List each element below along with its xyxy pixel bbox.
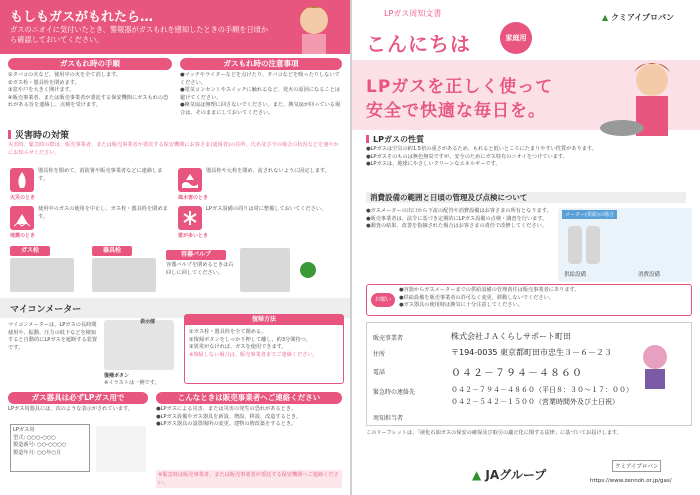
- tool-label-line: 製造番号: ○○-○○○○: [13, 442, 67, 448]
- meter-title: マイコンメーター: [10, 305, 82, 315]
- warning-box: [366, 284, 692, 316]
- nature-item: ●LPガスそのものは無色無臭ですが、安全のためにガス特有のニオイをつけています。: [366, 153, 568, 160]
- fire-icon: [10, 168, 34, 192]
- leak-notes-header: ガスもれ時の注意事項: [180, 58, 342, 70]
- warning-item: ●供給設備を販売事業者の許可なく変更、移動しないでください。: [399, 294, 554, 301]
- gas-cock-photo: [10, 258, 74, 292]
- brand-logo: [602, 12, 674, 23]
- earthquake-text: 使用中のガスの使用を中止し、ガス栓・器具栓を閉めます。: [38, 206, 168, 220]
- valve-note: 容器バルブを閉めるときは右回しに回してください。: [166, 262, 234, 276]
- footer: [352, 456, 700, 495]
- contact-item: ●LPガス設備やガス器具を新設、増設、移設、改造するとき。: [156, 413, 302, 420]
- appliance-cock-photo: [92, 258, 156, 292]
- part-tag: 容器バルブ: [166, 250, 226, 260]
- snow-label: 雷が多いとき: [178, 233, 209, 239]
- address-value: 〒194-0035 東京都町田市忠生３－６－２３: [451, 348, 613, 357]
- leak-step: ④販売事業者、または販売事業者が委託する保安機関にガスもれの恐れがある旨を連絡し、点検を受けます。: [8, 94, 169, 108]
- leak-step: ①タバコの火など、使用中の火を全て消します。: [8, 72, 122, 78]
- restore-steps: [189, 329, 339, 359]
- contact-footer-box: [156, 470, 342, 488]
- contact-list: [156, 406, 342, 429]
- nature-title: LPガスの性質: [366, 134, 424, 145]
- dealer-value: 株式会社ＪＡくらしサポート町田: [451, 332, 571, 341]
- emergency-value-2: ０４２－５４２－１５００（営業時間外及び土日祝）: [451, 398, 619, 406]
- restore-note: ※復帰しない場合は、販売事業者までご連絡ください。: [189, 351, 318, 358]
- doc-subtitle: LPガス周知文書: [384, 9, 442, 18]
- dealer-info-box: [366, 322, 692, 426]
- fire-label: 火災のとき: [10, 195, 36, 201]
- leak-note: ●換気扇は無理に回さないでください。また、換気扇が回っている場合は、そのままにしておいてください。: [180, 102, 341, 116]
- earthquake-icon: [10, 206, 34, 230]
- earthquake-label: 地震のとき: [10, 233, 36, 239]
- contact-footer: ※緊急時は販売事業者、または販売事業者が委託する保安機関へご連絡ください。: [158, 472, 339, 486]
- flood-text: 器具栓や元栓を閉め、流されないように固定します。: [206, 168, 330, 174]
- equip-item: ●調査の結果、改善を指摘された場合はお客さまの責任で改修してください。: [366, 223, 547, 229]
- equip-item: ●ガスメーターの出口から下流の配管や消費設備はお客さまの所有となります。: [366, 208, 552, 214]
- warning-item: ●容器からガスメーターまでの供給設備の管理責任は販売事業者にあります。: [399, 287, 580, 293]
- nature-list: [366, 146, 686, 169]
- doc-title: こんにちは: [366, 32, 471, 56]
- nature-item: ●LPガスは空気の約1.5倍の重さがあるため、もれると低いところにたまりやすい性質があります。: [366, 146, 597, 152]
- headline-line1: LPガスを正しく使って: [366, 77, 554, 97]
- warning-list: [399, 287, 689, 310]
- certification-marks: [96, 426, 146, 472]
- brand-name: クミアイプロパン: [610, 13, 674, 22]
- equip-list: [366, 208, 552, 231]
- leak-step: ③窓や戸を大きく開けます。: [8, 87, 75, 93]
- meter-text: マイコンメーターは、LPガスの長時間使用や、振動、圧力の低下などを検知すると自動的にLPガスを遮断する装置です。: [8, 322, 98, 351]
- tool-label-line: 製造年月: ○○年○月: [13, 449, 62, 456]
- part-tag: 器具栓: [92, 246, 132, 256]
- fire-text: 器具栓を閉めて、消防署や販売事業者などに連絡します。: [38, 168, 163, 182]
- snow-text: LPガス設備の周りは常に整備しておいてください。: [206, 206, 327, 212]
- meter-illustration: [104, 320, 174, 370]
- footer-url-link[interactable]: https://www.zennoh.or.jp/gas/: [590, 478, 672, 484]
- valve-photo: [240, 248, 290, 292]
- leak-steps-header: ガスもれ時の手順: [8, 58, 172, 70]
- meter-caption: ※イラストは一例です。: [104, 380, 160, 386]
- phone-label: 電話: [373, 369, 386, 376]
- restore-step: ②復帰ボタンをしっかり押して離し、約3分間待つ。: [189, 336, 311, 343]
- equip-title: 消費設備の範囲と日頃の管理及び点検について: [366, 192, 686, 203]
- disaster-title: 災害時の対策: [8, 128, 69, 141]
- contact-title: こんなときは販売事業者へご連絡ください: [156, 392, 342, 404]
- flood-icon: [178, 168, 202, 192]
- meter-label: 表示部: [140, 319, 156, 325]
- restore-step: ③異常がなければ、ガスを使用できます。: [189, 344, 287, 350]
- flood-label: 風水害のとき: [178, 195, 209, 201]
- leak-note: ●電気コンセントやスイッチに触れるなど、発火の原因になることは避けてください。: [180, 87, 340, 101]
- hero-text: ガスのニオイに気付いたとき、警報器がガスもれを感知したときの手順を日頃から確認しておいてください。: [10, 25, 269, 44]
- right-page: [352, 0, 700, 495]
- meter-label: 復帰ボタン: [104, 373, 130, 379]
- woman-illustration: [278, 0, 350, 54]
- nature-item: ●LPガスは、地球にやさしいクリーンなエネルギーです。: [366, 161, 501, 167]
- gas-cylinder-icon: [568, 226, 582, 264]
- footer-brand: JAグループ: [485, 468, 547, 482]
- ja-group-logo: [472, 466, 546, 483]
- warning-item: ●ガス器具の使用時は換気に十分注意してください。: [399, 302, 523, 308]
- equipment-diagram: [558, 208, 692, 282]
- contact-item: ●LPガスによる災害、または災害の発生の恐れがあるとき。: [156, 406, 297, 412]
- warning-label: お願い: [371, 293, 395, 307]
- address-label: 住所: [373, 351, 386, 358]
- dealer-label: 販売事業者: [373, 335, 404, 342]
- hero-title: もしもガスがもれたら…: [10, 10, 154, 25]
- headline-line2: 安全で快適な毎日を。: [366, 101, 546, 121]
- phone-value: ０４２－７９４－４８６０: [451, 368, 583, 379]
- tool-text: LPガス用器具には、次のような表示がされています。: [8, 406, 133, 412]
- disaster-intro: 災害時、緊急時の際は、販売事業者、または販売事業者が委託する保安機関にお客さま(通報者)の住所、氏名及び今の場合の状況などを速やかにお知らせください。: [8, 142, 339, 156]
- emergency-value: ０４２－７９４－４８６０（平日８：３０～１７：００）: [451, 386, 633, 394]
- contact-person-label: 周知担当者: [373, 415, 404, 422]
- leak-steps-list: [8, 72, 172, 110]
- contact-item: ●LPガス器具の設置場所の変更、建物の増改築をするとき。: [156, 421, 297, 427]
- footer-logo-box: クミアイプロパン: [612, 460, 661, 472]
- restore-title: 復帰方法: [185, 315, 343, 325]
- mascot-illustration: [635, 337, 675, 397]
- leak-notes-list: [180, 72, 342, 117]
- green-valve-icon: [300, 262, 316, 278]
- emergency-label: 緊急時の連絡先: [373, 389, 416, 396]
- restore-box: [184, 314, 344, 384]
- ja-group-mark-icon: ▲: [472, 468, 482, 482]
- leak-step: ②ガス栓・器具栓を閉めます。: [8, 79, 80, 86]
- tool-title: ガス器具は必ずLPガス用で: [8, 392, 148, 404]
- law-notice: このリーフレットは、「液化石油ガスの保安の確保及び取引の適正化に関する法律」に基づいてお届けします。: [366, 430, 622, 436]
- ja-mark-icon: ▲: [602, 13, 609, 22]
- diagram-label: メーター(供給)の場合: [562, 210, 617, 219]
- diagram-label: 消費設備: [638, 272, 661, 278]
- home-use-badge: 家庭用: [500, 22, 532, 54]
- part-tag: ガス栓: [10, 246, 50, 256]
- restore-step: ①ガス栓・器具栓を全て閉める。: [189, 329, 267, 335]
- tool-label-line: LPガス用: [13, 427, 35, 433]
- tool-label: [10, 424, 90, 472]
- woman-cooking-illustration: [592, 50, 692, 150]
- leak-note: ●マッチやライターなどを点けたり、タバコなどを吸ったりしないでください。: [180, 72, 340, 86]
- hero-banner: [0, 0, 350, 54]
- tool-label-line: 型式: ○○○-○○○: [13, 434, 56, 441]
- gas-cylinder-icon: [586, 226, 600, 264]
- equip-item: ●販売事業者は、法令に基づき定期的にLPガス設備の点検・調査を行います。: [366, 215, 548, 222]
- snow-icon: [178, 206, 202, 230]
- diagram-label: 供給設備: [564, 272, 587, 278]
